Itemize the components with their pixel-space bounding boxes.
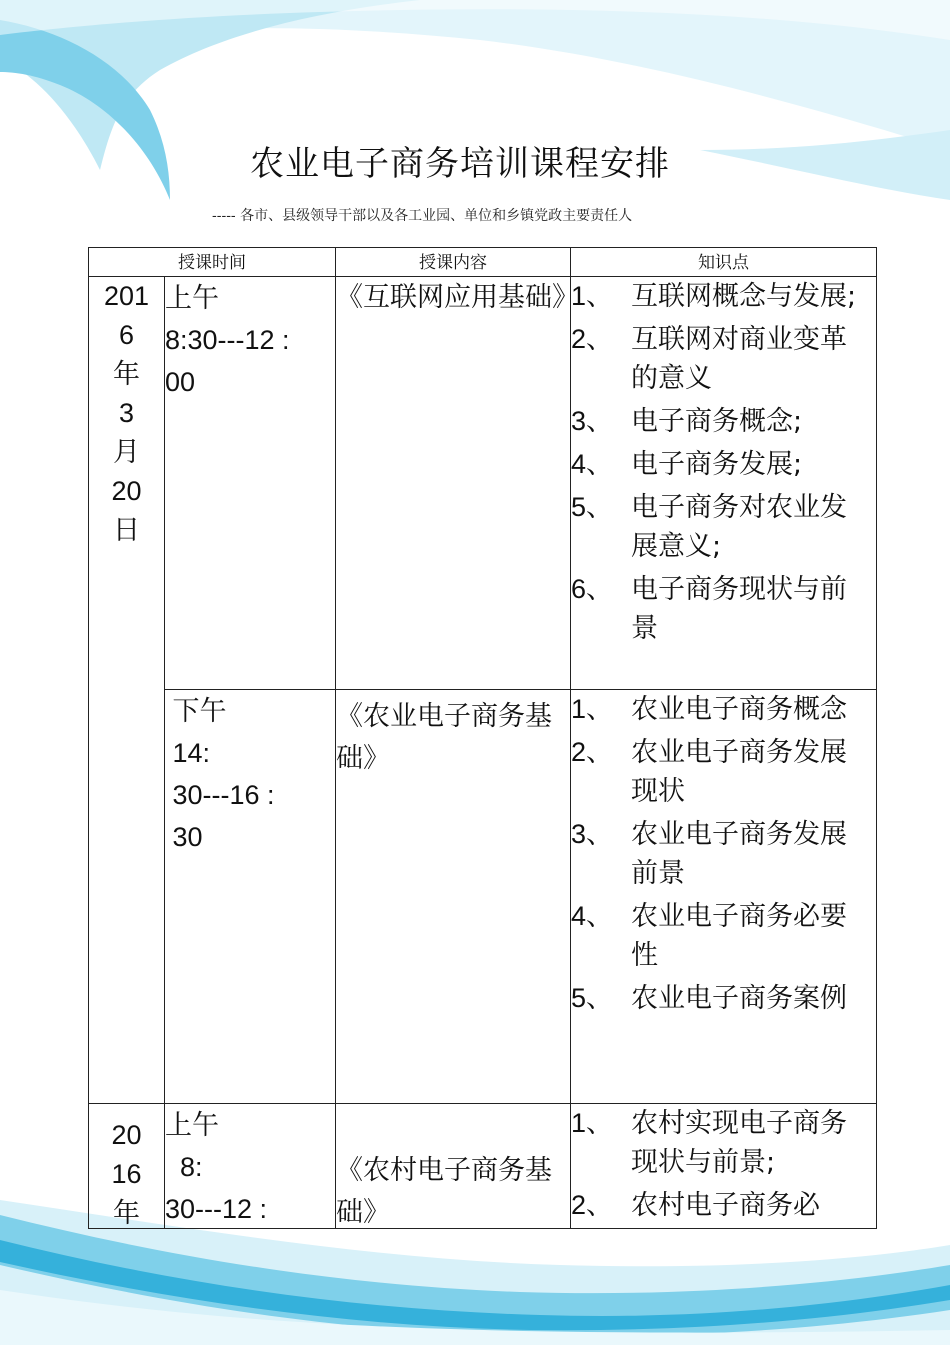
time-line: 14: — [165, 738, 211, 769]
time-line: 下午 — [165, 696, 227, 727]
date-line: 月 — [113, 437, 140, 468]
header-time: 授课时间 — [89, 248, 336, 277]
header-row — [89, 248, 877, 277]
list-item — [571, 897, 876, 975]
time-line: 8:30---12 : — [165, 325, 290, 356]
time-line: 00 — [165, 367, 196, 398]
list-item — [571, 402, 876, 441]
point-text: 电子商务现状与前景 — [631, 574, 847, 645]
points-cell — [571, 690, 877, 1103]
point-text: 农村电子商务必 — [631, 1189, 820, 1221]
time-line: 30 — [165, 822, 203, 853]
course-cell — [336, 1103, 571, 1228]
date-line: 年 — [113, 1197, 140, 1228]
point-number: 2、 — [571, 324, 614, 355]
date-line: 16 — [111, 1158, 142, 1189]
list-item — [571, 1186, 876, 1222]
list-item — [571, 445, 876, 484]
date-line: 3 — [118, 398, 135, 429]
time-line: 30---16 : — [165, 780, 275, 811]
time-line: 8: — [165, 1151, 203, 1182]
point-text: 农村实现电子商务现状与前景; — [631, 1107, 847, 1178]
point-text: 农业电子商务必要性 — [631, 901, 847, 972]
point-number: 5、 — [571, 492, 614, 523]
page-title: 农业电子商务培训课程安排 — [250, 144, 670, 184]
date-line: 201 — [103, 281, 150, 312]
point-text: 农业电子商务案例 — [631, 983, 847, 1015]
point-number: 4、 — [571, 901, 614, 932]
point-number: 5、 — [571, 983, 614, 1014]
list-item — [571, 570, 876, 648]
date-line: 20 — [111, 476, 142, 507]
date-line: 日 — [113, 515, 140, 546]
time-line: 30---12 : — [165, 1193, 268, 1222]
point-text: 电子商务对农业发展意义; — [631, 492, 847, 563]
list-item — [571, 815, 876, 893]
date-line: 6 — [118, 320, 135, 351]
point-text: 互联网概念与发展; — [631, 281, 857, 313]
point-number: 1、 — [571, 281, 614, 312]
point-number: 2、 — [571, 737, 614, 768]
point-number: 2、 — [571, 1189, 614, 1220]
page-subtitle: ----- 各市、县级领导干部以及各工业园、单位和乡镇党政主要责任人 — [212, 208, 633, 224]
header-content: 授课内容 — [336, 248, 571, 277]
schedule-table — [88, 247, 877, 1229]
course-cell: 《互联网应用基础》 — [336, 277, 571, 690]
point-number: 1、 — [571, 694, 614, 725]
list-item — [571, 277, 876, 316]
point-number: 3、 — [571, 406, 614, 437]
points-cell — [571, 1103, 877, 1228]
time-line: 上午 — [165, 1109, 219, 1140]
point-text: 农业电子商务概念 — [631, 694, 847, 726]
table-row — [89, 690, 877, 1103]
list-item — [571, 690, 876, 729]
point-text: 电子商务发展; — [631, 449, 803, 481]
point-text: 农业电子商务发展现状 — [631, 737, 847, 808]
list-item — [571, 733, 876, 811]
course-text: 《农村电子商务基础》 — [336, 1154, 552, 1228]
time-line: 上午 — [165, 283, 219, 314]
table-row — [89, 1103, 877, 1228]
date-line: 年 — [113, 359, 140, 390]
point-text: 互联网对商业变革的意义 — [631, 324, 847, 395]
date-cell — [89, 277, 165, 1104]
point-number: 1、 — [571, 1107, 614, 1138]
point-number: 6、 — [571, 574, 614, 605]
date-cell — [89, 1103, 165, 1228]
points-cell — [571, 277, 877, 690]
time-cell — [165, 277, 336, 690]
list-item — [571, 488, 876, 566]
time-cell — [165, 690, 336, 1103]
point-text: 农业电子商务发展前景 — [631, 819, 847, 890]
date-line: 20 — [111, 1119, 142, 1150]
point-text: 电子商务概念; — [631, 406, 803, 438]
header-points: 知识点 — [571, 248, 877, 277]
point-number: 4、 — [571, 449, 614, 480]
list-item — [571, 320, 876, 398]
course-cell: 《农业电子商务基础》 — [336, 690, 571, 1103]
table-row — [89, 277, 877, 690]
list-item — [571, 979, 876, 1018]
point-number: 3、 — [571, 819, 614, 850]
list-item — [571, 1104, 876, 1182]
time-cell — [165, 1103, 336, 1228]
